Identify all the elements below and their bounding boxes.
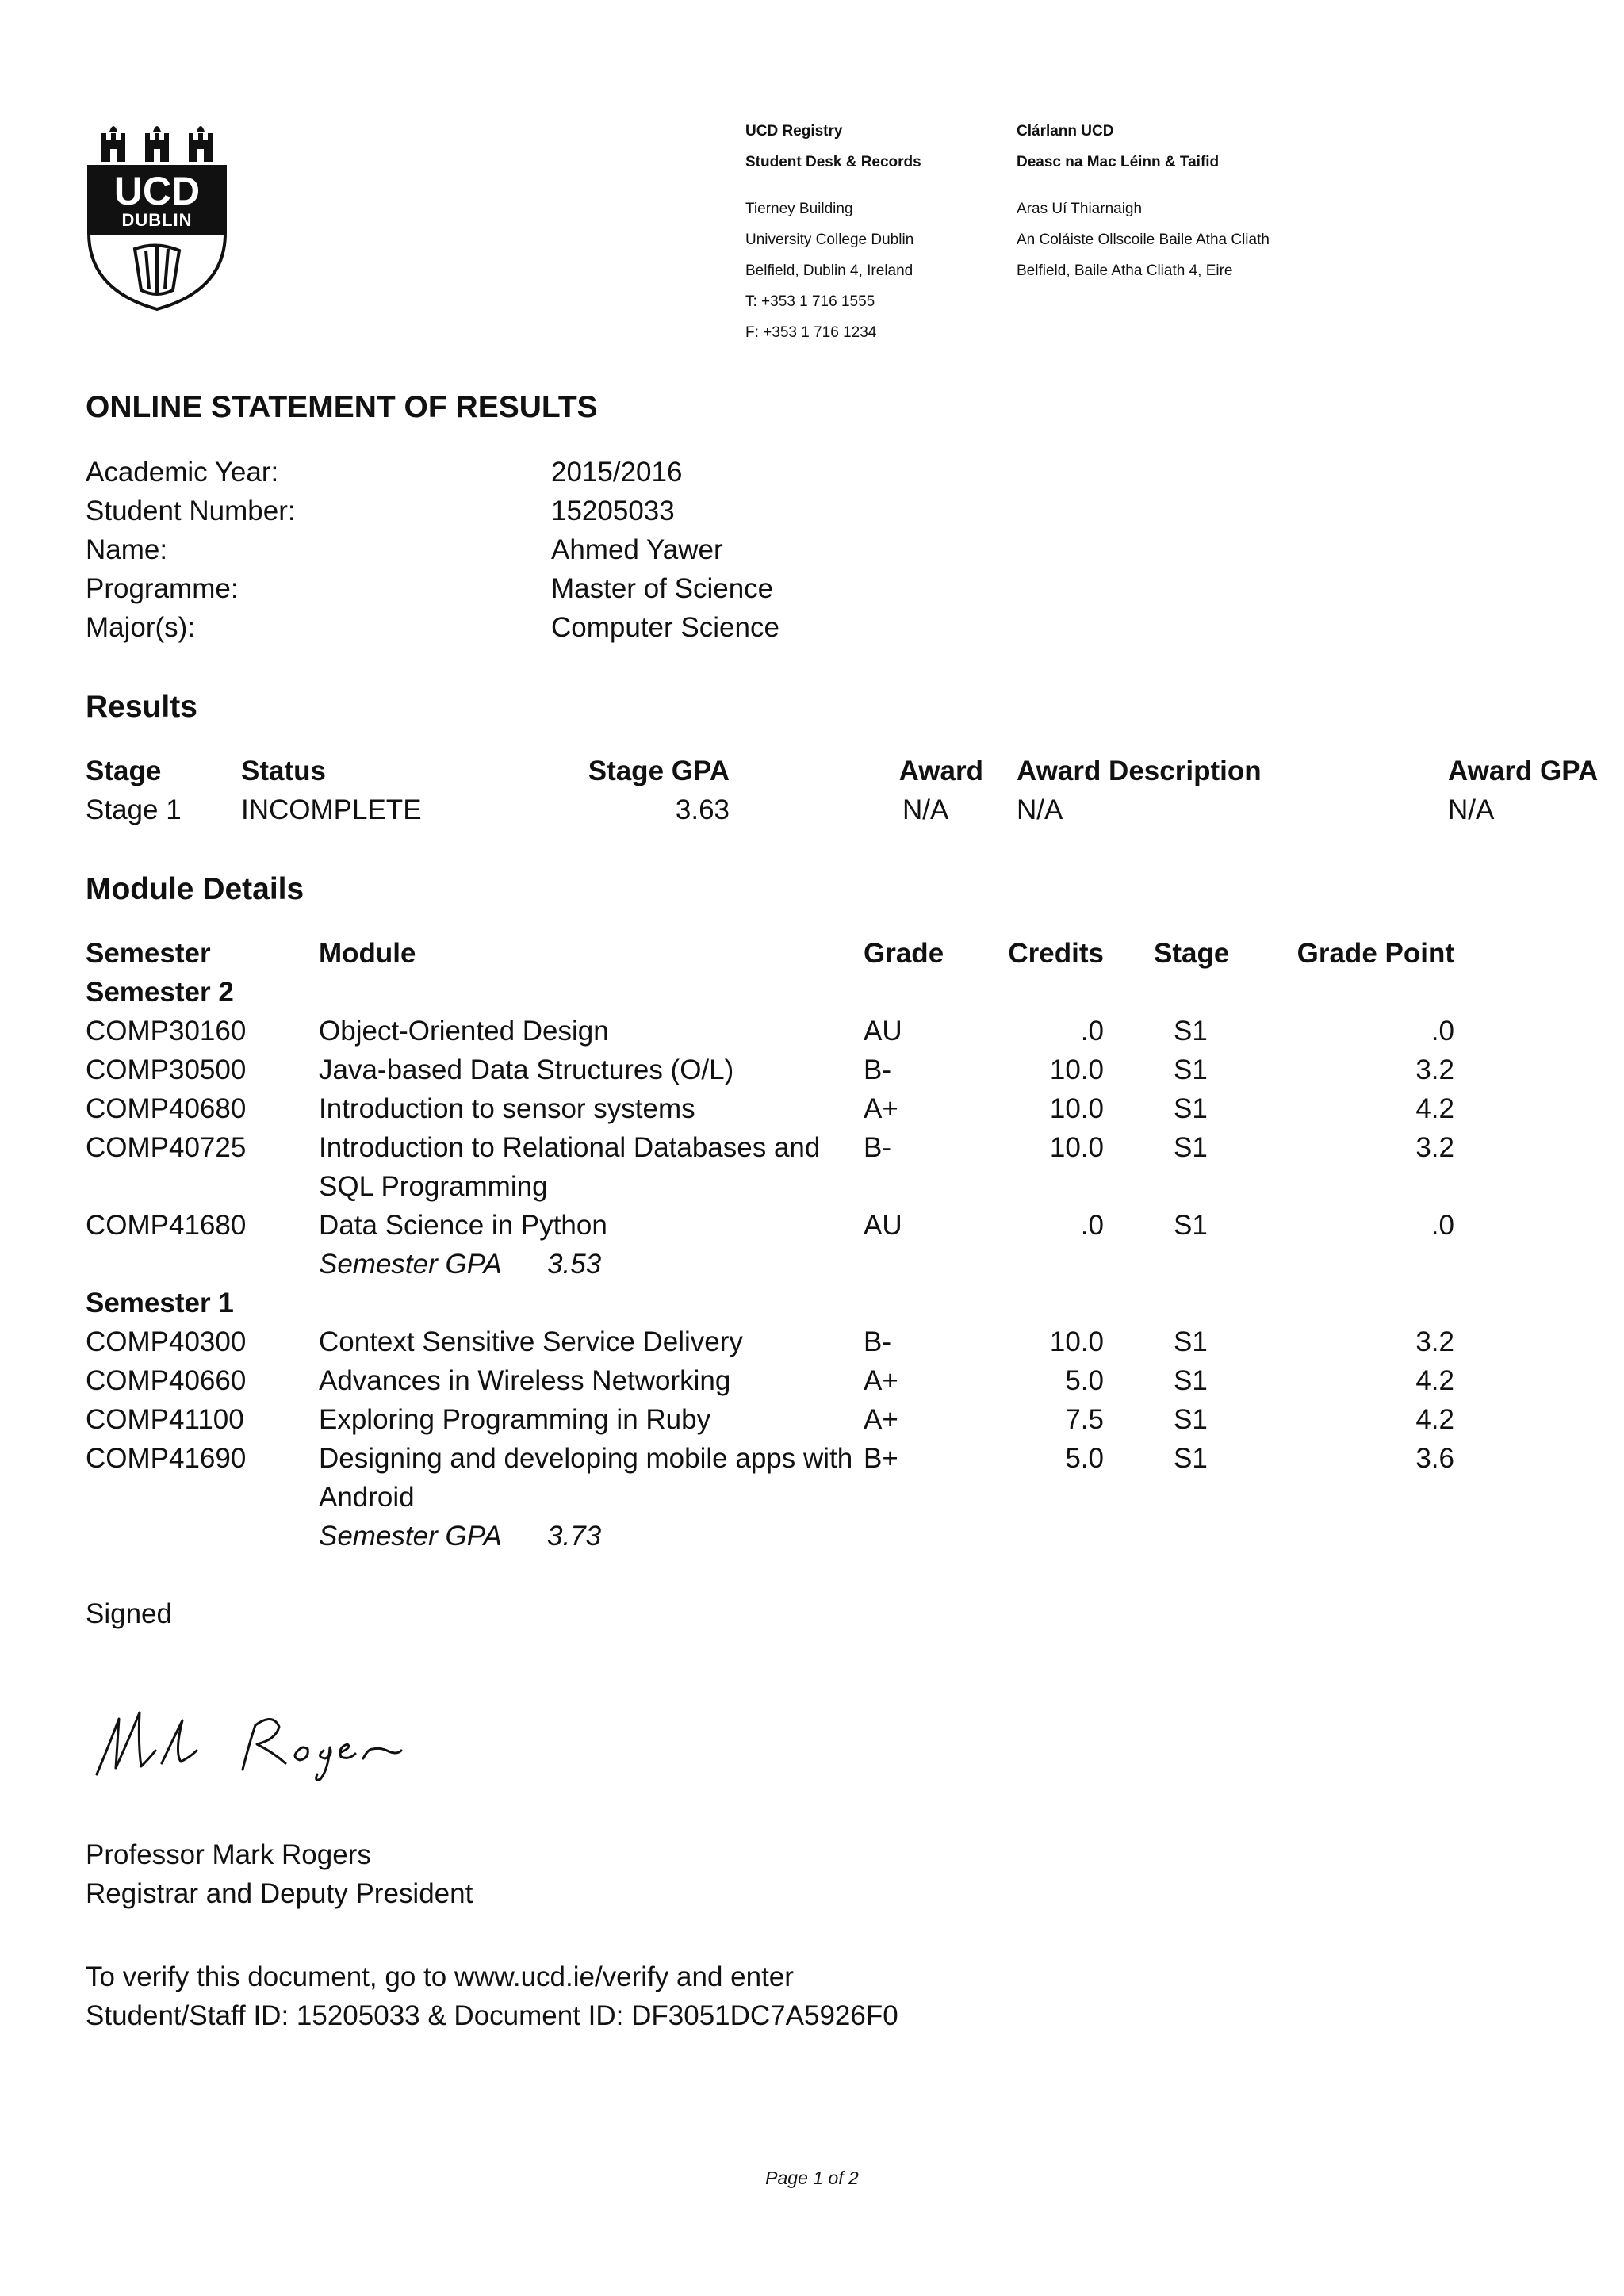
module-name: Java-based Data Structures (O/L) xyxy=(319,1054,734,1085)
module-credits: 10.0 xyxy=(1049,1054,1104,1085)
module-stage: S1 xyxy=(1174,1404,1208,1435)
student-number-value: 15205033 xyxy=(551,496,675,526)
module-credits: 10.0 xyxy=(1049,1093,1104,1124)
registry-phone: T: +353 1 716 1555 xyxy=(745,293,875,310)
module-credits: .0 xyxy=(1080,1016,1104,1047)
module-name: Advances in Wireless Networking xyxy=(319,1365,731,1396)
semester-gpa-value: 3.53 xyxy=(547,1249,602,1280)
results-stage-gpa: 3.63 xyxy=(675,794,730,825)
student-number-label: Student Number: xyxy=(86,496,296,526)
module-stage: S1 xyxy=(1174,1016,1208,1047)
module-credits: 5.0 xyxy=(1065,1365,1104,1396)
module-credits: 10.0 xyxy=(1049,1326,1104,1357)
module-grade-point: 3.2 xyxy=(1415,1132,1454,1163)
results-col-stage-gpa: Stage GPA xyxy=(588,756,730,786)
module-code: COMP41690 xyxy=(86,1443,247,1474)
module-code: COMP40725 xyxy=(86,1132,247,1163)
registry-title: UCD Registry xyxy=(745,123,843,140)
module-col-module: Module xyxy=(319,938,416,969)
module-grade: A+ xyxy=(864,1093,898,1124)
module-credits: 5.0 xyxy=(1065,1443,1104,1474)
page-number: Page 1 of 2 xyxy=(765,2168,859,2188)
name-value: Ahmed Yawer xyxy=(551,534,723,565)
module-name: Designing and developing mobile apps with xyxy=(319,1443,853,1474)
table-row xyxy=(0,1012,1624,1050)
module-details-heading: Module Details xyxy=(86,872,304,906)
table-row-continuation xyxy=(0,1478,1624,1517)
module-credits: 7.5 xyxy=(1065,1404,1104,1435)
module-col-stage: Stage xyxy=(1154,938,1230,969)
module-grade: B- xyxy=(864,1054,891,1085)
table-row xyxy=(0,1322,1624,1361)
module-name: Introduction to sensor systems xyxy=(319,1093,695,1124)
module-name: Context Sensitive Service Delivery xyxy=(319,1326,743,1357)
table-row xyxy=(0,1128,1624,1167)
module-grade-point: .0 xyxy=(1431,1016,1454,1047)
registry-address-line-irish: An Coláiste Ollscoile Baile Atha Cliath xyxy=(1017,232,1270,248)
module-name: Introduction to Relational Databases and xyxy=(319,1132,821,1163)
table-row xyxy=(0,1089,1624,1128)
page-title: ONLINE STATEMENT OF RESULTS xyxy=(86,390,598,424)
module-code: COMP30160 xyxy=(86,1016,247,1047)
module-stage: S1 xyxy=(1174,1210,1208,1241)
module-grade: A+ xyxy=(864,1404,898,1435)
module-grade-point: .0 xyxy=(1431,1210,1454,1241)
programme-value: Master of Science xyxy=(551,573,774,604)
semester-gpa-value: 3.73 xyxy=(547,1521,602,1552)
results-heading: Results xyxy=(86,690,197,724)
results-award: N/A xyxy=(902,794,949,825)
module-stage: S1 xyxy=(1174,1443,1208,1474)
module-grade-point: 3.2 xyxy=(1415,1326,1454,1357)
module-grade: B- xyxy=(864,1132,891,1163)
module-name: Exploring Programming in Ruby xyxy=(319,1404,711,1435)
registry-address-line-irish: Belfield, Baile Atha Cliath 4, Eire xyxy=(1017,262,1233,279)
module-grade-point: 3.6 xyxy=(1415,1443,1454,1474)
module-grade: AU xyxy=(864,1210,902,1241)
module-code: COMP40300 xyxy=(86,1326,247,1357)
module-grade-point: 4.2 xyxy=(1415,1404,1454,1435)
module-code: COMP40680 xyxy=(86,1093,247,1124)
module-name-continued: SQL Programming xyxy=(319,1171,548,1202)
results-col-award-gpa: Award GPA xyxy=(1448,756,1599,786)
semester-1-label: Semester 1 xyxy=(86,1288,234,1318)
module-grade: AU xyxy=(864,1016,902,1047)
signed-label: Signed xyxy=(86,1598,172,1629)
results-status: INCOMPLETE xyxy=(241,794,422,825)
registry-irish-block xyxy=(1017,116,1270,286)
module-stage: S1 xyxy=(1174,1326,1208,1357)
results-header-row xyxy=(0,752,1624,790)
semester-label xyxy=(0,1284,1624,1322)
table-row xyxy=(0,1361,1624,1400)
semester-label xyxy=(0,973,1624,1012)
semester-gpa-row xyxy=(0,1517,1624,1556)
registry-address-line: University College Dublin xyxy=(745,232,914,248)
academic-year-value: 2015/2016 xyxy=(551,457,683,488)
registry-english-block xyxy=(745,116,921,348)
module-grade-point: 4.2 xyxy=(1415,1093,1454,1124)
registry-address-line: Tierney Building xyxy=(745,201,853,217)
results-col-award-desc: Award Description xyxy=(1017,756,1262,786)
semester-2-label: Semester 2 xyxy=(86,977,234,1008)
logo-text-dublin: DUBLIN xyxy=(121,210,193,230)
module-col-grade-point: Grade Point xyxy=(1297,938,1454,969)
module-col-credits: Credits xyxy=(1008,938,1104,969)
signatory-title: Registrar and Deputy President xyxy=(86,1878,473,1909)
module-grade-point: 4.2 xyxy=(1415,1365,1454,1396)
signatory-name: Professor Mark Rogers xyxy=(86,1839,371,1870)
logo-text-ucd: UCD xyxy=(113,169,201,213)
module-credits: .0 xyxy=(1080,1210,1104,1241)
module-code: COMP40660 xyxy=(86,1365,247,1396)
module-name: Data Science in Python xyxy=(319,1210,607,1241)
module-code: COMP41680 xyxy=(86,1210,247,1241)
registry-fax: F: +353 1 716 1234 xyxy=(745,324,877,341)
table-row-continuation xyxy=(0,1167,1624,1206)
table-row xyxy=(0,1050,1624,1089)
table-row xyxy=(0,1206,1624,1245)
registry-address-line-irish: Aras Uí Thiarnaigh xyxy=(1017,201,1143,217)
results-col-stage: Stage xyxy=(86,756,162,786)
registry-subtitle: Student Desk & Records xyxy=(745,154,921,170)
major-value: Computer Science xyxy=(551,612,779,643)
registry-address-line: Belfield, Dublin 4, Ireland xyxy=(745,262,914,279)
semester-gpa-row xyxy=(0,1245,1624,1284)
handwritten-signature xyxy=(86,1681,419,1792)
signature-image xyxy=(86,1681,419,1792)
results-award-gpa: N/A xyxy=(1448,794,1495,825)
module-grade: A+ xyxy=(864,1365,898,1396)
module-stage: S1 xyxy=(1174,1132,1208,1163)
semester-gpa-label: Semester GPA xyxy=(319,1521,502,1552)
verify-ids: Student/Staff ID: 15205033 & Document ID: DF3051DC7A5926F0 xyxy=(86,2000,898,2031)
module-stage: S1 xyxy=(1174,1054,1208,1085)
module-header-row xyxy=(0,934,1624,973)
module-grade: B- xyxy=(864,1326,891,1357)
registry-title-irish: Clárlann UCD xyxy=(1017,123,1114,140)
module-col-semester: Semester xyxy=(86,938,211,969)
module-name: Object-Oriented Design xyxy=(319,1016,609,1047)
name-label: Name: xyxy=(86,534,168,565)
results-row xyxy=(0,790,1624,829)
module-col-grade: Grade xyxy=(864,938,944,969)
programme-label: Programme: xyxy=(86,573,239,604)
verify-instructions: To verify this document, go to www.ucd.ie/verify and enter xyxy=(86,1961,794,1992)
table-row xyxy=(0,1400,1624,1439)
module-grade-point: 3.2 xyxy=(1415,1054,1454,1085)
major-label: Major(s): xyxy=(86,612,196,643)
module-code: COMP30500 xyxy=(86,1054,247,1085)
module-name-continued: Android xyxy=(319,1482,415,1513)
module-stage: S1 xyxy=(1174,1093,1208,1124)
student-info xyxy=(86,453,1037,647)
module-credits: 10.0 xyxy=(1049,1132,1104,1163)
semester-gpa-label: Semester GPA xyxy=(319,1249,502,1280)
results-award-desc: N/A xyxy=(1017,794,1063,825)
registry-subtitle-irish: Deasc na Mac Léinn & Taifid xyxy=(1017,154,1220,170)
results-col-award: Award xyxy=(898,756,983,786)
table-row xyxy=(0,1439,1624,1478)
module-grade: B+ xyxy=(864,1443,898,1474)
results-stage: Stage 1 xyxy=(86,794,182,825)
module-stage: S1 xyxy=(1174,1365,1208,1396)
results-col-status: Status xyxy=(241,756,326,786)
academic-year-label: Academic Year: xyxy=(86,457,279,488)
module-code: COMP41100 xyxy=(86,1404,244,1435)
